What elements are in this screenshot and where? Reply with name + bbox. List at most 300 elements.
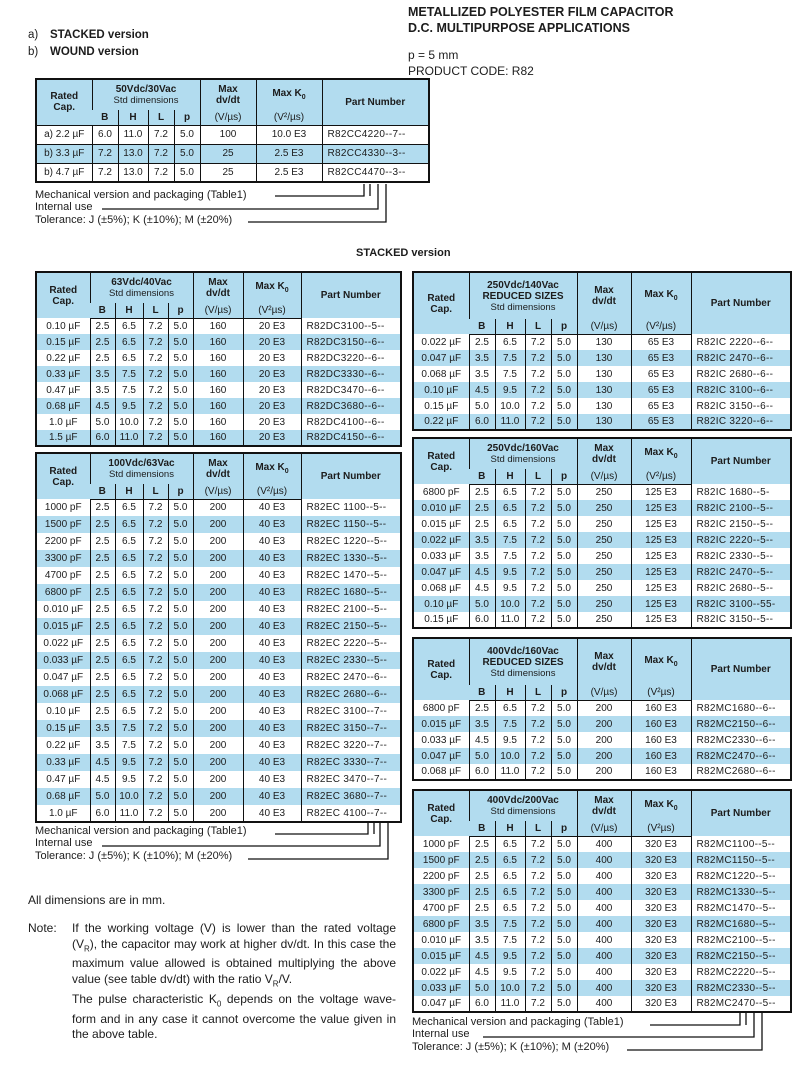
- cell-rated-cap: 0.68 µF: [46, 400, 81, 412]
- cell-l: 7.2: [143, 669, 168, 686]
- cell-b: 3.5: [90, 737, 115, 754]
- cell-l: 7.2: [143, 601, 168, 618]
- table-row: [413, 716, 791, 732]
- cell-part-number: R82DC4100--6--: [301, 414, 401, 430]
- spec-table: [35, 78, 430, 183]
- dim-header: p: [168, 303, 193, 318]
- dim-header: B: [469, 821, 495, 836]
- table-row: [36, 652, 401, 669]
- dim-header: B: [90, 484, 115, 499]
- cell-b: 2.5: [90, 533, 115, 550]
- cell-b: 3.5: [469, 350, 495, 366]
- cell-dvdt: 200: [193, 584, 243, 601]
- dvdt-unit-header: (V/µs): [200, 110, 256, 125]
- cell-l: 7.2: [143, 720, 168, 737]
- dvdt-unit-header: (V/µs): [577, 821, 631, 836]
- cell-b: 2.5: [469, 852, 495, 868]
- cell-b: 2.5: [469, 836, 495, 852]
- max-dvdt-header: Max dv/dt: [193, 453, 243, 484]
- cell-part-number: R82IC 2470--5--: [691, 564, 791, 580]
- cell-rated-cap: 0.047 µF: [421, 352, 462, 364]
- cell-rated-cap: 0.015 µF: [43, 621, 84, 632]
- cell-rated-cap: 0.047 µF: [421, 750, 462, 762]
- cell-rated-cap: 3300 pF: [422, 886, 460, 898]
- rated-cap-header: Rated Cap.: [36, 272, 90, 318]
- cell-part-number: R82EC 1470--5--: [301, 567, 401, 584]
- cell-k0: 125 E3: [631, 500, 691, 516]
- cell-p: 5.0: [168, 788, 193, 805]
- cell-b: 2.5: [90, 516, 115, 533]
- cell-b: 3.5: [469, 366, 495, 382]
- table-row: [413, 500, 791, 516]
- cell-h: 9.5: [495, 964, 525, 980]
- cell-p: 5.0: [551, 852, 577, 868]
- cell-b: 2.5: [90, 318, 115, 334]
- cell-rated-cap: 0.033 µF: [421, 982, 462, 994]
- cell-h: 10.0: [495, 980, 525, 996]
- cell-part-number: R82MC2330--5--: [691, 980, 791, 996]
- cell-part-number: R82IC 2220--5--: [691, 532, 791, 548]
- cell-p: 5.0: [551, 366, 577, 382]
- spec-table: [412, 437, 792, 629]
- cell-b: 2.5: [90, 584, 115, 601]
- voltage-header: 63Vdc/40Vac Std dimensions: [90, 272, 193, 303]
- cell-part-number: R82EC 1330--5--: [301, 550, 401, 567]
- cell-part-number: R82EC 2150--5--: [301, 618, 401, 635]
- cell-p: 5.0: [168, 516, 193, 533]
- table-row: [36, 533, 401, 550]
- max-k0-header: Max $K_0$: [243, 453, 301, 484]
- cell-dvdt: 250: [577, 612, 631, 628]
- table-row: [413, 700, 791, 716]
- cell-part-number: R82MC2100--5--: [691, 932, 791, 948]
- cell-rated-cap: 2200 pF: [422, 870, 460, 882]
- cell-l: 7.2: [525, 382, 551, 398]
- cell-h: 9.5: [495, 382, 525, 398]
- version-label: STACKED version: [50, 29, 149, 41]
- cell-b: 2.5: [469, 334, 495, 350]
- cell-k0: 40 E3: [243, 550, 301, 567]
- cell-dvdt: 130: [577, 382, 631, 398]
- cell-part-number: R82MC2680--6--: [691, 764, 791, 780]
- cell-k0: 20 E3: [243, 366, 301, 382]
- table-row: [36, 430, 401, 446]
- cell-l: 7.2: [143, 533, 168, 550]
- cell-b: 4.5: [90, 754, 115, 771]
- max-k0-header: Max $K_0$: [243, 272, 301, 303]
- cell-k0: 320 E3: [631, 964, 691, 980]
- cell-k0: 40 E3: [243, 669, 301, 686]
- cell-h: 6.5: [495, 836, 525, 852]
- part-number-header: Part Number: [691, 638, 791, 700]
- cell-h: 6.5: [115, 318, 143, 334]
- callout-internal-use: Internal use: [412, 1028, 470, 1040]
- cell-rated-cap: a) 2.2 µF: [36, 125, 92, 144]
- cell-rated-cap: 0.033 µF: [421, 734, 462, 746]
- cell-dvdt: 160: [193, 318, 243, 334]
- table-row: [36, 635, 401, 652]
- dim-header: H: [495, 319, 525, 334]
- cell-h: 6.5: [495, 516, 525, 532]
- cell-p: 5.0: [551, 996, 577, 1012]
- cell-dvdt: 200: [577, 700, 631, 716]
- cell-p: 5.0: [551, 836, 577, 852]
- cell-rated-cap: 3300 pF: [44, 553, 82, 564]
- cell-h: 6.5: [115, 703, 143, 720]
- cell-part-number: R82MC2470--6--: [691, 748, 791, 764]
- cell-h: 9.5: [495, 948, 525, 964]
- part-number-header: Part Number: [691, 790, 791, 836]
- cell-part-number: R82CC4470--3--: [322, 163, 429, 182]
- cell-rated-cap: 4700 pF: [422, 902, 460, 914]
- cell-rated-cap: 0.15 µF: [46, 723, 81, 734]
- cell-k0: 125 E3: [631, 612, 691, 628]
- callout-mechanical: Mechanical version and packaging (Table1): [412, 1016, 624, 1028]
- cell-dvdt: 200: [193, 550, 243, 567]
- cell-b: 7.2: [92, 144, 118, 163]
- cell-rated-cap: 1.0 µF: [48, 416, 78, 428]
- cell-k0: 20 E3: [243, 414, 301, 430]
- cell-l: 7.2: [148, 125, 174, 144]
- table-row: [413, 548, 791, 564]
- cell-h: 10.0: [115, 788, 143, 805]
- table-row: [36, 754, 401, 771]
- cell-l: 7.2: [525, 732, 551, 748]
- cell-dvdt: 200: [193, 788, 243, 805]
- table-row: [36, 382, 401, 398]
- cell-k0: 20 E3: [243, 350, 301, 366]
- cell-part-number: R82MC2150--5--: [691, 948, 791, 964]
- cell-h: 6.5: [115, 350, 143, 366]
- table-250vdc: [412, 437, 792, 629]
- cell-p: 5.0: [551, 500, 577, 516]
- cell-p: 5.0: [168, 720, 193, 737]
- cell-rated-cap: 0.10 µF: [424, 384, 459, 396]
- cell-b: 3.5: [469, 932, 495, 948]
- cell-l: 7.2: [525, 716, 551, 732]
- cell-k0: 320 E3: [631, 980, 691, 996]
- cell-p: 5.0: [551, 732, 577, 748]
- cell-p: 5.0: [551, 382, 577, 398]
- cell-h: 6.5: [115, 533, 143, 550]
- cell-dvdt: 160: [193, 366, 243, 382]
- max-k0-header: Max $K_0$: [631, 438, 691, 469]
- cell-h: 7.5: [115, 720, 143, 737]
- table-row: [36, 499, 401, 516]
- cell-rated-cap: 0.010 µF: [421, 502, 462, 514]
- cell-p: 5.0: [551, 548, 577, 564]
- cell-h: 9.5: [115, 754, 143, 771]
- cell-dvdt: 130: [577, 414, 631, 430]
- cell-k0: 40 E3: [243, 652, 301, 669]
- table-63vdc: [35, 271, 402, 447]
- table-row: [413, 334, 791, 350]
- cell-l: 7.2: [148, 144, 174, 163]
- table-row: [36, 350, 401, 366]
- cell-p: 5.0: [551, 748, 577, 764]
- cell-k0: 40 E3: [243, 499, 301, 516]
- cell-dvdt: 400: [577, 996, 631, 1012]
- version-list: [28, 27, 149, 61]
- note-text: [72, 921, 396, 1043]
- cell-p: 5.0: [168, 550, 193, 567]
- cell-part-number: R82EC 2100--5--: [301, 601, 401, 618]
- spec-table: [412, 271, 792, 431]
- table-row: [413, 596, 791, 612]
- cell-l: 7.2: [525, 764, 551, 780]
- cell-l: 7.2: [143, 398, 168, 414]
- table-row: [413, 764, 791, 780]
- cell-p: 5.0: [551, 580, 577, 596]
- cell-k0: 320 E3: [631, 948, 691, 964]
- table-row: [413, 580, 791, 596]
- cell-dvdt: 200: [193, 771, 243, 788]
- cell-b: 3.5: [90, 382, 115, 398]
- table-row: [413, 916, 791, 932]
- dim-header: L: [525, 319, 551, 334]
- cell-rated-cap: 2200 pF: [44, 536, 82, 547]
- callout-mechanical: Mechanical version and packaging (Table1): [35, 825, 247, 837]
- cell-p: 5.0: [168, 703, 193, 720]
- k0-unit-header: (V²/µs): [631, 469, 691, 484]
- cell-b: 2.5: [90, 669, 115, 686]
- cell-p: 5.0: [551, 516, 577, 532]
- table-row: [36, 686, 401, 703]
- cell-part-number: R82EC 3100--7--: [301, 703, 401, 720]
- cell-p: 5.0: [551, 964, 577, 980]
- cell-b: 3.5: [469, 548, 495, 564]
- table-row: [413, 516, 791, 532]
- cell-h: 6.5: [495, 700, 525, 716]
- table-row: [36, 398, 401, 414]
- max-k0-header: Max $K_0$: [631, 272, 691, 319]
- cell-k0: 65 E3: [631, 382, 691, 398]
- cell-h: 7.5: [495, 548, 525, 564]
- cell-rated-cap: 0.022 µF: [421, 966, 462, 978]
- table-row: [36, 366, 401, 382]
- cell-h: 7.5: [115, 737, 143, 754]
- cell-l: 7.2: [143, 754, 168, 771]
- version-label: WOUND version: [50, 46, 139, 58]
- cell-l: 7.2: [525, 884, 551, 900]
- cell-b: 4.5: [469, 580, 495, 596]
- cell-p: 5.0: [551, 612, 577, 628]
- cell-b: 5.0: [469, 748, 495, 764]
- cell-rated-cap: 0.10 µF: [46, 706, 81, 717]
- cell-part-number: R82DC3680--6--: [301, 398, 401, 414]
- cell-rated-cap: 0.022 µF: [421, 336, 462, 348]
- cell-p: 5.0: [551, 868, 577, 884]
- cell-dvdt: 200: [193, 805, 243, 822]
- cell-b: 2.5: [469, 868, 495, 884]
- callout-tolerance: Tolerance: J (±5%); K (±10%); M (±20%): [35, 850, 233, 862]
- cell-part-number: R82IC 2330--5--: [691, 548, 791, 564]
- max-k0-header: Max $K_0$: [631, 790, 691, 821]
- cell-part-number: R82DC3470--6--: [301, 382, 401, 398]
- cell-l: 7.2: [525, 334, 551, 350]
- cell-k0: 320 E3: [631, 932, 691, 948]
- cell-h: 6.5: [495, 500, 525, 516]
- cell-k0: 125 E3: [631, 532, 691, 548]
- cell-l: 7.2: [525, 366, 551, 382]
- cell-b: 2.5: [90, 703, 115, 720]
- cell-part-number: R82DC3220--6--: [301, 350, 401, 366]
- dvdt-unit-header: (V/µs): [193, 303, 243, 318]
- cell-rated-cap: 0.047 µF: [421, 566, 462, 578]
- cell-h: 7.5: [495, 916, 525, 932]
- cell-p: 5.0: [551, 700, 577, 716]
- cell-rated-cap: 0.022 µF: [421, 534, 462, 546]
- cell-k0: 40 E3: [243, 720, 301, 737]
- cell-dvdt: 400: [577, 900, 631, 916]
- cell-b: 2.5: [90, 499, 115, 516]
- cell-b: 2.5: [469, 900, 495, 916]
- cell-rated-cap: 1500 pF: [422, 854, 460, 866]
- cell-rated-cap: 0.15 µF: [424, 614, 459, 625]
- dim-header: H: [495, 685, 525, 700]
- max-dvdt-header: Max dv/dt: [577, 438, 631, 469]
- cell-k0: 40 E3: [243, 737, 301, 754]
- cell-l: 7.2: [143, 805, 168, 822]
- cell-k0: 40 E3: [243, 516, 301, 533]
- rated-cap-header: Rated Cap.: [36, 79, 92, 125]
- cell-dvdt: 130: [577, 398, 631, 414]
- cell-part-number: R82MC2330--6--: [691, 732, 791, 748]
- spec-table: [35, 271, 402, 447]
- cell-h: 7.5: [495, 532, 525, 548]
- cell-l: 7.2: [525, 868, 551, 884]
- cell-p: 5.0: [551, 948, 577, 964]
- cell-k0: 160 E3: [631, 764, 691, 780]
- cell-b: 4.5: [469, 732, 495, 748]
- cell-l: 7.2: [525, 500, 551, 516]
- cell-p: 5.0: [551, 564, 577, 580]
- cell-l: 7.2: [143, 318, 168, 334]
- cell-dvdt: 250: [577, 580, 631, 596]
- spec-table: [35, 452, 402, 823]
- product-code: PRODUCT CODE: R82: [408, 64, 534, 78]
- cell-b: 2.5: [469, 516, 495, 532]
- cell-k0: 125 E3: [631, 548, 691, 564]
- cell-l: 7.2: [143, 737, 168, 754]
- dim-header: p: [551, 821, 577, 836]
- cell-part-number: R82EC 2330--5--: [301, 652, 401, 669]
- cell-p: 5.0: [551, 980, 577, 996]
- cell-h: 9.5: [495, 580, 525, 596]
- cell-part-number: R82IC 1680--5-: [691, 484, 791, 500]
- cell-p: 5.0: [168, 350, 193, 366]
- table-row: [413, 852, 791, 868]
- dim-header: p: [551, 685, 577, 700]
- cell-part-number: R82IC 2150--5--: [691, 516, 791, 532]
- cell-b: 6.0: [469, 996, 495, 1012]
- cell-part-number: R82MC2150--6--: [691, 716, 791, 732]
- cell-h: 10.0: [495, 398, 525, 414]
- cell-dvdt: 250: [577, 596, 631, 612]
- cell-h: 11.0: [118, 125, 148, 144]
- cell-p: 5.0: [168, 686, 193, 703]
- cell-part-number: R82MC1330--5--: [691, 884, 791, 900]
- cell-part-number: R82MC1680--5--: [691, 916, 791, 932]
- cell-rated-cap: 1500 pF: [44, 519, 82, 530]
- cell-l: 7.2: [525, 996, 551, 1012]
- cell-dvdt: 250: [577, 484, 631, 500]
- cell-dvdt: 200: [193, 720, 243, 737]
- cell-part-number: R82EC 1220--5--: [301, 533, 401, 550]
- cell-l: 7.2: [143, 499, 168, 516]
- cell-h: 6.5: [115, 516, 143, 533]
- cell-b: 3.5: [469, 716, 495, 732]
- cell-p: 5.0: [168, 398, 193, 414]
- cell-b: 6.0: [90, 430, 115, 446]
- table-row: [36, 567, 401, 584]
- cell-dvdt: 100: [200, 125, 256, 144]
- cell-k0: 160 E3: [631, 732, 691, 748]
- cell-p: 5.0: [174, 163, 200, 182]
- cell-rated-cap: 0.33 µF: [46, 757, 81, 768]
- cell-h: 9.5: [115, 398, 143, 414]
- cell-k0: 65 E3: [631, 350, 691, 366]
- cell-h: 6.5: [115, 550, 143, 567]
- cell-rated-cap: 0.022 µF: [43, 638, 84, 649]
- cell-dvdt: 25: [200, 163, 256, 182]
- cell-l: 7.2: [143, 686, 168, 703]
- cell-dvdt: 200: [193, 533, 243, 550]
- cell-part-number: R82MC1680--6--: [691, 700, 791, 716]
- cell-p: 5.0: [551, 484, 577, 500]
- cell-rated-cap: 0.10 µF: [46, 320, 81, 332]
- cell-p: 5.0: [551, 596, 577, 612]
- cell-h: 6.5: [115, 584, 143, 601]
- max-dvdt-header: Max dv/dt: [577, 272, 631, 319]
- cell-dvdt: 400: [577, 868, 631, 884]
- cell-b: 2.5: [90, 601, 115, 618]
- cell-p: 5.0: [168, 533, 193, 550]
- cell-part-number: R82IC 3150--6--: [691, 398, 791, 414]
- cell-dvdt: 400: [577, 836, 631, 852]
- cell-k0: 40 E3: [243, 771, 301, 788]
- cell-rated-cap: 0.33 µF: [46, 368, 81, 380]
- cell-h: 6.5: [495, 884, 525, 900]
- cell-part-number: R82IC 2220--6--: [691, 334, 791, 350]
- cell-p: 5.0: [168, 430, 193, 446]
- cell-part-number: R82EC 3470--7--: [301, 771, 401, 788]
- cell-rated-cap: 6800 pF: [422, 918, 460, 930]
- cell-l: 7.2: [525, 916, 551, 932]
- cell-rated-cap: 1000 pF: [44, 502, 82, 513]
- cell-part-number: R82CC4330--3--: [322, 144, 429, 163]
- cell-b: 2.5: [90, 635, 115, 652]
- cell-part-number: R82MC2470--5--: [691, 996, 791, 1012]
- cell-k0: 320 E3: [631, 836, 691, 852]
- table-row: [413, 884, 791, 900]
- cell-b: 3.5: [90, 366, 115, 382]
- cell-k0: 20 E3: [243, 430, 301, 446]
- table-row: [36, 414, 401, 430]
- cell-k0: 40 E3: [243, 635, 301, 652]
- cell-part-number: R82EC 1680--5--: [301, 584, 401, 601]
- part-number-header: Part Number: [691, 438, 791, 484]
- cell-k0: 65 E3: [631, 398, 691, 414]
- table-row: [413, 414, 791, 430]
- cell-part-number: R82EC 1150--5--: [301, 516, 401, 533]
- cell-b: 2.5: [469, 500, 495, 516]
- version-prefix: b): [28, 46, 39, 58]
- cell-rated-cap: 0.15 µF: [46, 336, 81, 348]
- cell-l: 7.2: [525, 700, 551, 716]
- cell-rated-cap: 0.015 µF: [421, 518, 462, 530]
- cell-rated-cap: 0.22 µF: [46, 740, 81, 751]
